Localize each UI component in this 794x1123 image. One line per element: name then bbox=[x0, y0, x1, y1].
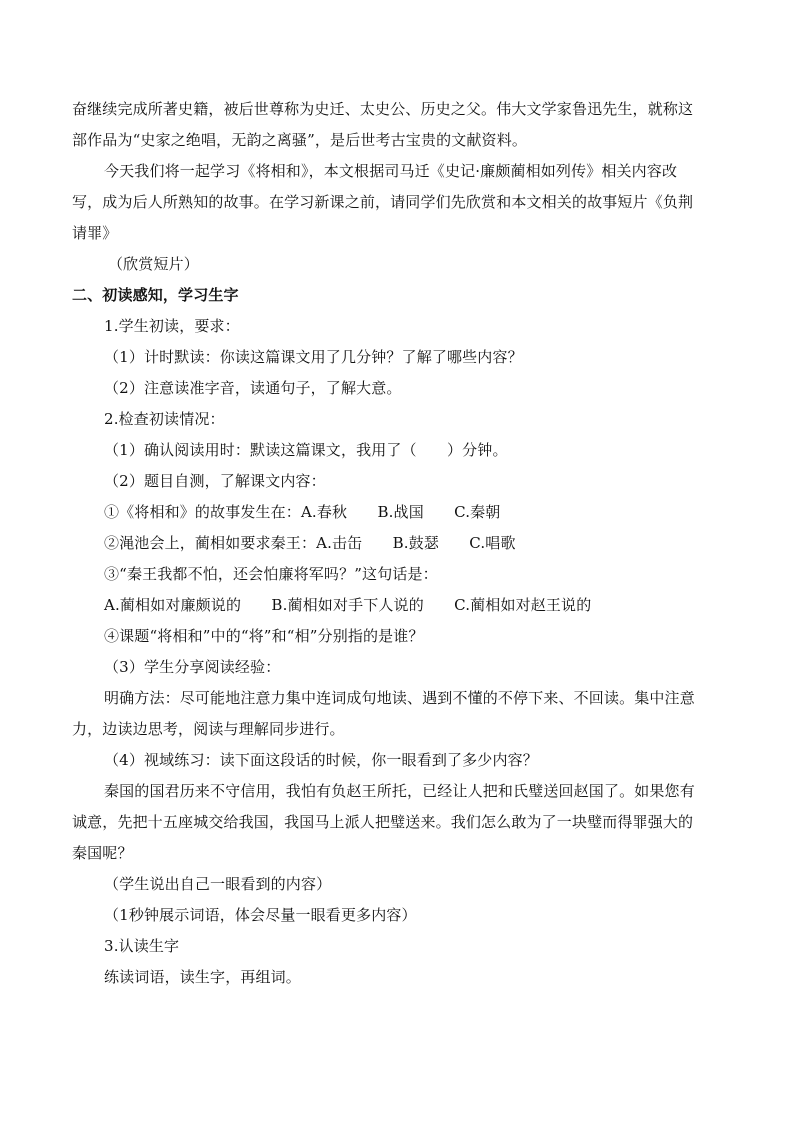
paragraph-line: 今天我们将一起学习《将相和》，本文根据司马迁《史记·廉颇蔺相如列传》相关内容改 bbox=[104, 162, 678, 180]
list-item: （2）注意读准字音，读通句子，了解大意。 bbox=[104, 379, 402, 397]
paragraph-line: 明确方法：尽可能地注意力集中连词成句地读、遇到不懂的不停下来、不回读。集中注意 bbox=[104, 689, 695, 707]
list-item: 1.学生初读，要求： bbox=[104, 317, 240, 335]
quiz-options: A.蔺相如对廉颇说的 B.蔺相如对手下人说的 C.蔺相如对赵王说的 bbox=[104, 596, 592, 614]
quiz-question: ④课题“将相和”中的“将”和“相”分别指的是谁？ bbox=[104, 627, 424, 645]
list-item: （1）确认阅读用时：默读这篇课文，我用了（ ）分钟。 bbox=[104, 441, 508, 459]
paragraph-line: （学生说出自己一眼看到的内容） bbox=[104, 875, 332, 893]
quiz-question: ③“秦王我都不怕，还会怕廉将军吗？”这句话是： bbox=[104, 565, 438, 583]
paragraph-line: 练读词语，读生字，再组词。 bbox=[104, 968, 301, 986]
paragraph-line: （欣赏短片） bbox=[108, 255, 199, 273]
list-item: （1）计时默读：你读这篇课文用了几分钟？了解了哪些内容？ bbox=[104, 348, 523, 366]
list-item: （3）学生分享阅读经验： bbox=[104, 658, 281, 676]
list-item: 2.检查初读情况： bbox=[104, 410, 225, 428]
paragraph-line: 请罪》 bbox=[72, 224, 118, 242]
paragraph-line: 秦国的国君历来不守信用，我怕有负赵王所托，已经让人把和氏璧送回赵国了。如果您有 bbox=[104, 782, 695, 800]
quiz-question: ①《将相和》的故事发生在：A.春秋 B.战国 C.秦朝 bbox=[104, 503, 501, 521]
document-body bbox=[72, 94, 732, 993]
list-item: （4）视域练习：读下面这段话的时候，你一眼看到了多少内容？ bbox=[104, 751, 538, 769]
paragraph-line: （1秒钟展示词语，体会尽量一眼看更多内容） bbox=[104, 906, 417, 924]
paragraph-line: 力，边读边思考，阅读与理解同步进行。 bbox=[72, 720, 345, 738]
quiz-question: ②渑池会上，蔺相如要求秦王：A.击缶 B.鼓瑟 C.唱歌 bbox=[104, 534, 516, 552]
paragraph-line: 秦国呢？ bbox=[72, 844, 133, 862]
list-item: （2）题目自测，了解课文内容： bbox=[104, 472, 326, 490]
paragraph-line: 部作品为“史家之绝唱，无韵之离骚”，是后世考古宝贵的文献资料。 bbox=[72, 131, 527, 149]
section-heading: 二、初读感知，学习生字 bbox=[72, 286, 239, 304]
paragraph-line: 写，成为后人所熟知的故事。在学习新课之前，请同学们先欣赏和本文相关的故事短片《负荆 bbox=[72, 193, 694, 211]
paragraph-line: 奋继续完成所著史籍，被后世尊称为史迁、太史公、历史之父。伟大文学家鲁迅先生，就称这 bbox=[72, 100, 694, 118]
paragraph-line: 诚意，先把十五座城交给我国，我国马上派人把璧送来。我们怎么敢为了一块璧而得罪强大的 bbox=[72, 813, 694, 831]
list-item: 3.认读生字 bbox=[104, 937, 180, 955]
